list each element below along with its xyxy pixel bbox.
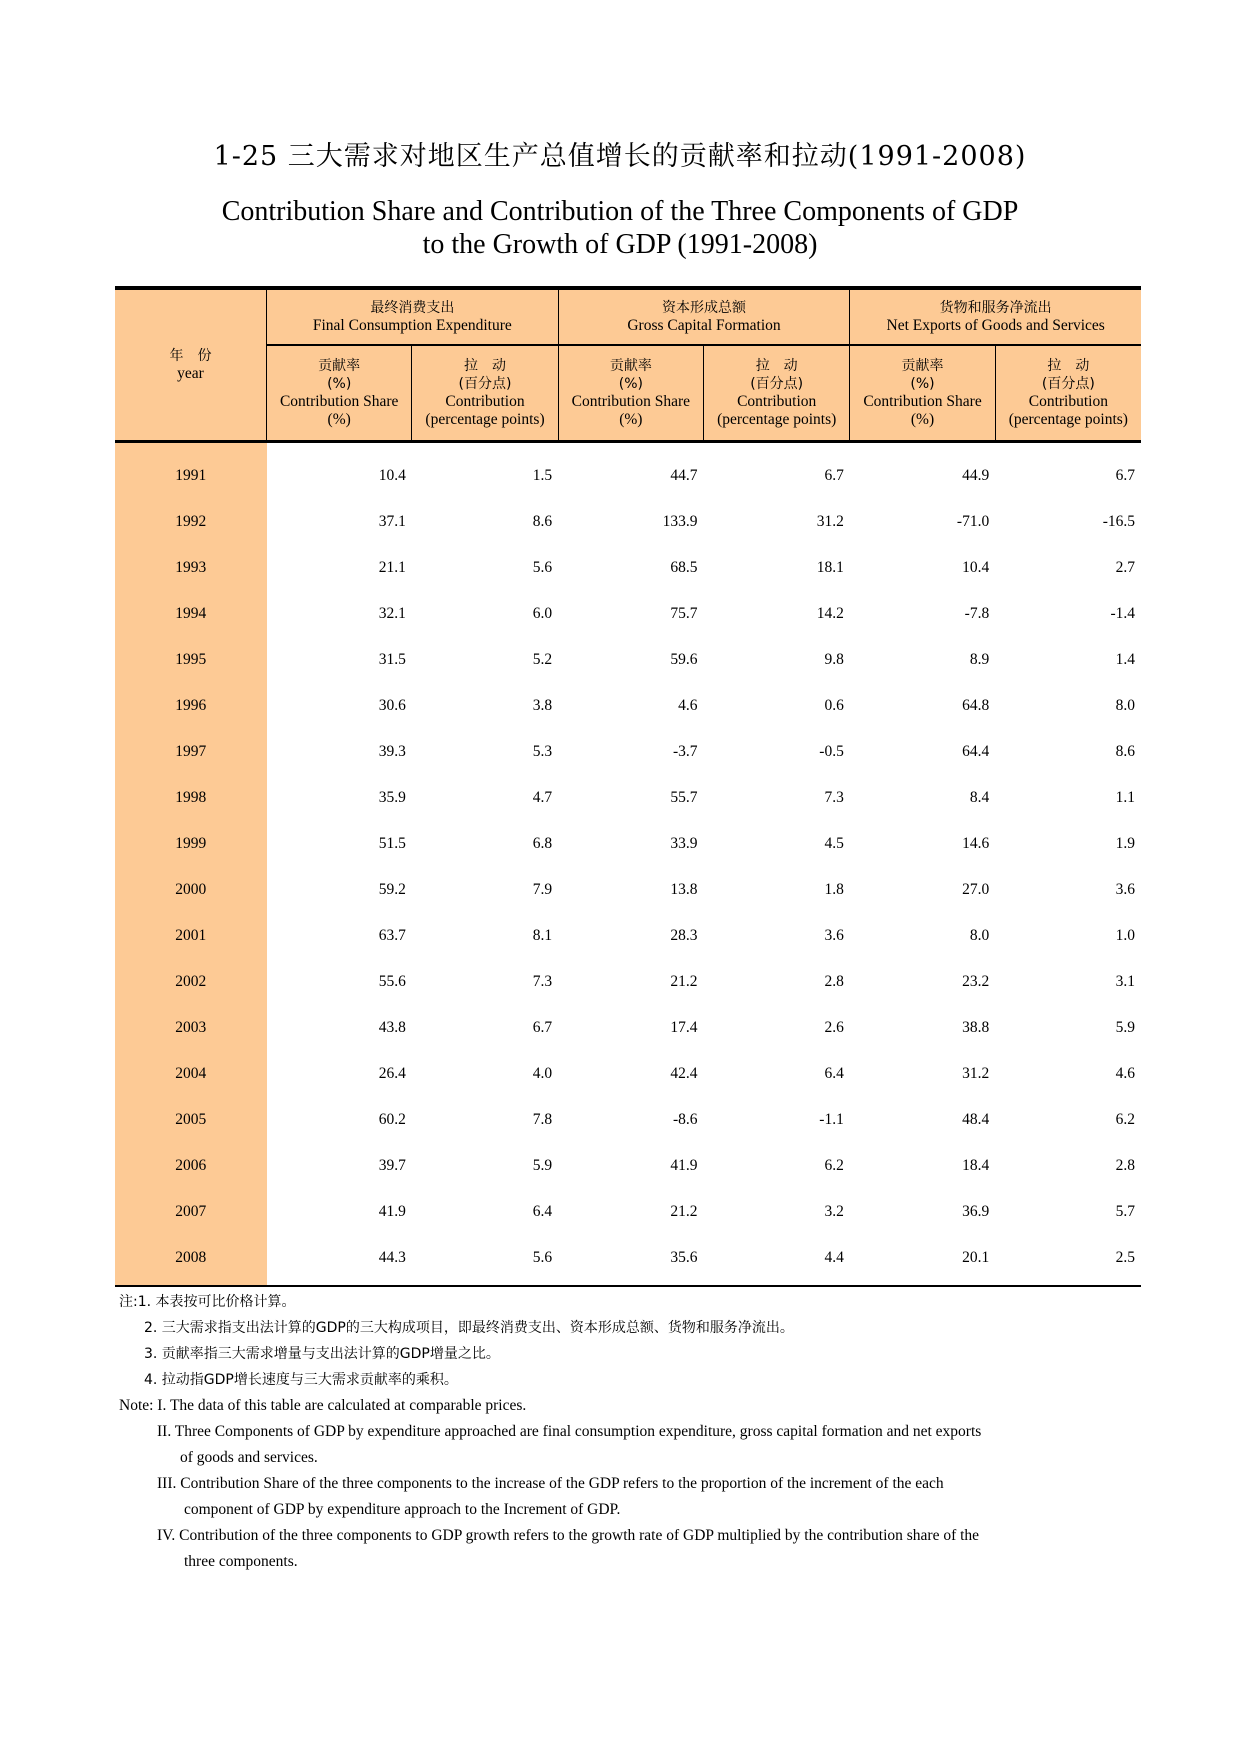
value-cell: 8.1 [532,927,553,944]
value-cell: 0.6 [824,697,844,714]
header-share-unit-en: (%) [327,411,351,428]
header-contrib-en: Contribution [445,393,525,410]
value-cell: 51.5 [378,835,406,852]
group-en: Net Exports of Goods and Services [886,317,1105,334]
year-cell: 1996 [115,683,267,729]
value-cell: 3.2 [824,1203,844,1220]
value-cell: 4.6 [1115,1065,1135,1082]
value-cell: 10.4 [962,559,990,576]
group-cn: 货物和服务净流出 [939,300,1052,316]
value-cell: 17.4 [670,1019,698,1036]
header-share-cn: 贡献率 [609,358,652,374]
data-table [115,286,1141,1287]
value-cell: 4.6 [678,697,698,714]
value-cell: 6.2 [824,1157,844,1174]
value-cell: 68.5 [670,559,698,576]
value-cell: 4.0 [532,1065,553,1082]
header-contrib-cn: 拉 动 [1047,358,1090,374]
value-cell: 38.8 [962,1019,990,1036]
value-cell: 30.6 [378,697,406,714]
value-cell: 2.7 [1115,559,1135,576]
header-contrib [412,345,558,442]
header-group-capital [558,288,850,345]
note-cn-3: 3. 贡献率指三大需求增量与支出法计算的GDP增量之比。 [144,1346,500,1362]
value-cell: 6.7 [532,1019,553,1036]
year-cell: 2002 [115,959,267,1005]
note-cn-4: 4. 拉动指GDP增长速度与三大需求贡献率的乘积。 [144,1372,458,1388]
value-cell: 9.8 [824,651,844,668]
year-cell: 1998 [115,775,267,821]
note-en-3: III. Contribution Share of the three components to the increase of the GDP refers to the proportion of the increment of the each [157,1475,944,1492]
note-en-3-cont: component of GDP by expenditure approach to the Increment of GDP. [184,1501,621,1518]
table-row [115,683,1141,729]
value-cell: 6.4 [824,1065,844,1082]
title-english-line2: to the Growth of GDP (1991-2008) [422,229,818,260]
year-cell: 2000 [115,867,267,913]
value-cell: 4.7 [532,789,553,806]
note-cn-1: 注:1. 本表按可比价格计算。 [119,1294,296,1310]
header-contrib [995,345,1141,442]
year-cell: 1995 [115,637,267,683]
value-cell: -0.5 [819,743,844,760]
value-cell: 3.1 [1115,973,1135,990]
value-cell: 7.8 [532,1111,553,1128]
value-cell: 20.1 [850,1235,995,1286]
value-cell: 48.4 [962,1111,990,1128]
value-cell: 6.4 [532,1203,553,1220]
value-cell: 31.5 [378,651,406,668]
value-cell: 8.6 [532,513,553,530]
year-cell: 2001 [115,913,267,959]
year-cell: 1999 [115,821,267,867]
table-row [115,1235,1141,1286]
group-cn: 最终消费支出 [370,300,455,316]
year-cell: 1994 [115,591,267,637]
value-cell: 33.9 [670,835,698,852]
value-cell: 32.1 [378,605,406,622]
group-cn: 资本形成总额 [662,300,746,316]
header-share [267,345,412,442]
value-cell: 31.2 [816,513,844,530]
header-contrib-unit-cn: (百分点) [750,376,804,392]
table-row [115,1143,1141,1189]
value-cell: 63.7 [378,927,406,944]
value-cell: -7.8 [964,605,990,622]
value-cell: 5.2 [532,651,553,668]
year-cell: 2005 [115,1097,267,1143]
value-cell: -1.1 [819,1111,844,1128]
value-cell: 10.4 [378,467,406,484]
value-cell: 5.3 [532,743,553,760]
value-cell: 1.8 [824,881,844,898]
value-cell: 6.2 [1115,1111,1135,1128]
note-en-4: IV. Contribution of the three components to GDP growth refers to the growth rate of GDP multiplied by the contribution share of the [157,1527,980,1544]
table-row [115,867,1141,913]
table-row [115,637,1141,683]
note-cn-2: 2. 三大需求指支出法计算的GDP的三大构成项目，即最终消费支出、资本形成总额、货物和服务净流出。 [144,1320,794,1336]
year-cell: 1993 [115,545,267,591]
value-cell: 23.2 [962,973,990,990]
header-contrib [704,345,850,442]
value-cell: 6.0 [532,605,553,622]
header-share-unit-en: (%) [910,411,935,428]
table-row [115,1005,1141,1051]
table-row [115,545,1141,591]
value-cell: 64.8 [962,697,990,714]
value-cell: 5.9 [532,1157,553,1174]
table-row [115,821,1141,867]
value-cell: 39.3 [378,743,406,760]
header-share-unit-cn: (%) [327,376,352,392]
value-cell: 8.9 [969,651,990,668]
value-cell: 8.0 [969,927,990,944]
value-cell: 2.5 [995,1235,1141,1286]
value-cell: 14.6 [962,835,990,852]
header-contrib-cn: 拉 动 [755,358,798,374]
value-cell: 14.2 [816,605,844,622]
year-cell: 2006 [115,1143,267,1189]
value-cell: 44.7 [670,467,698,484]
value-cell: 44.3 [267,1235,412,1286]
table-row [115,775,1141,821]
value-cell: 1.5 [532,467,553,484]
header-share-cn: 贡献率 [318,358,361,374]
header-contrib-unit-en: (percentage points) [1008,411,1128,428]
header-share-en: Contribution Share [279,393,399,410]
value-cell: 5.6 [412,1235,558,1286]
header-share-unit-cn: (%) [910,376,935,392]
value-cell: 7.3 [824,789,844,806]
value-cell: 5.6 [532,559,553,576]
header-share-unit-cn: (%) [618,376,643,392]
value-cell: 21.1 [378,559,406,576]
value-cell: 2.6 [824,1019,844,1036]
value-cell: -1.4 [1110,605,1135,622]
value-cell: 133.9 [662,513,698,530]
value-cell: 36.9 [962,1203,990,1220]
header-contrib-unit-en: (percentage points) [717,411,837,428]
value-cell: 64.4 [962,743,990,760]
value-cell: 5.7 [1115,1203,1135,1220]
group-en: Final Consumption Expenditure [312,317,512,334]
value-cell: -3.7 [672,743,698,760]
header-contrib-en: Contribution [1028,393,1108,410]
value-cell: 37.1 [378,513,406,530]
header-share [558,345,703,442]
header-year-en: year [177,365,204,382]
value-cell: 7.3 [532,973,553,990]
year-cell: 2008 [115,1235,267,1286]
header-share-unit-en: (%) [619,411,643,428]
value-cell: 3.8 [532,697,553,714]
table-row [115,959,1141,1005]
header-share [850,345,995,442]
header-group-consumption [267,288,559,345]
value-cell: 4.4 [704,1235,850,1286]
value-cell: 41.9 [378,1203,406,1220]
value-cell: 8.6 [1115,743,1135,760]
value-cell: 59.2 [378,881,406,898]
table-row [115,499,1141,545]
value-cell: 1.0 [1115,927,1135,944]
value-cell: 55.6 [378,973,406,990]
value-cell: 13.8 [670,881,698,898]
year-cell: 2003 [115,1005,267,1051]
table-row [115,913,1141,959]
title-chinese: 1-25 三大需求对地区生产总值增长的贡献率和拉动(1991-2008) [213,141,1027,172]
header-group-net-exports [850,288,1141,345]
value-cell: 2.8 [1115,1157,1135,1174]
value-cell: 6.8 [532,835,553,852]
value-cell: 6.7 [1115,467,1135,484]
header-share-cn: 贡献率 [901,358,944,374]
table-row [115,1097,1141,1143]
value-cell: 4.5 [824,835,844,852]
value-cell: 55.7 [670,789,698,806]
value-cell: 27.0 [962,881,990,898]
header-share-en: Contribution Share [571,393,691,410]
value-cell: 41.9 [670,1157,698,1174]
value-cell: 7.9 [532,881,553,898]
content [115,286,1141,1575]
value-cell: 18.1 [816,559,844,576]
header-year-cn: 年 份 [169,348,212,364]
header-contrib-unit-cn: (百分点) [1041,376,1095,392]
value-cell: 42.4 [670,1065,698,1082]
table-row [115,1189,1141,1235]
year-cell: 2007 [115,1189,267,1235]
notes [119,1289,1139,1575]
value-cell: -71.0 [956,513,990,530]
value-cell: 59.6 [670,651,698,668]
value-cell: 3.6 [824,927,844,944]
header-contrib-unit-en: (percentage points) [425,411,545,428]
value-cell: 60.2 [378,1111,406,1128]
value-cell: 44.9 [962,467,990,484]
value-cell: 1.1 [1115,789,1135,806]
header-year [115,288,267,442]
value-cell: 8.4 [969,789,990,806]
year-cell: 1992 [115,499,267,545]
value-cell: 35.6 [558,1235,703,1286]
title-english-line1: Contribution Share and Contribution of the Three Components of GDP [221,196,1019,227]
value-cell: 18.4 [962,1157,990,1174]
note-en-2-cont: of goods and services. [180,1449,318,1466]
header-contrib-unit-cn: (百分点) [458,376,512,392]
table-row [115,1051,1141,1097]
value-cell: 2.8 [824,973,844,990]
value-cell: 31.2 [962,1065,990,1082]
value-cell: 21.2 [670,1203,698,1220]
value-cell: 26.4 [378,1065,406,1082]
value-cell: 39.7 [378,1157,406,1174]
value-cell: 3.6 [1115,881,1135,898]
value-cell: 5.9 [1115,1019,1135,1036]
title-english [0,195,1240,261]
value-cell: 1.4 [1115,651,1135,668]
value-cell: 8.0 [1115,697,1135,714]
value-cell: 35.9 [378,789,406,806]
table-row [115,442,1141,500]
year-cell: 1991 [115,442,267,500]
header-contrib-en: Contribution [737,393,817,410]
value-cell: -8.6 [672,1111,698,1128]
note-en-2: II. Three Components of GDP by expenditure approached are final consumption expenditure, gross capital formation and net exports [157,1423,982,1440]
header-contrib-cn: 拉 动 [464,358,507,374]
value-cell: 43.8 [378,1019,406,1036]
group-en: Gross Capital Formation [627,317,781,334]
table-row [115,591,1141,637]
value-cell: 6.7 [824,467,844,484]
year-cell: 2004 [115,1051,267,1097]
note-en-1: Note: I. The data of this table are calculated at comparable prices. [119,1397,527,1414]
value-cell: 28.3 [670,927,698,944]
value-cell: 21.2 [670,973,698,990]
table-row [115,729,1141,775]
year-cell: 1997 [115,729,267,775]
value-cell: -16.5 [1102,513,1135,530]
header-share-en: Contribution Share [863,393,982,410]
value-cell: 75.7 [670,605,698,622]
note-en-4-cont: three components. [184,1553,298,1570]
value-cell: 1.9 [1115,835,1135,852]
